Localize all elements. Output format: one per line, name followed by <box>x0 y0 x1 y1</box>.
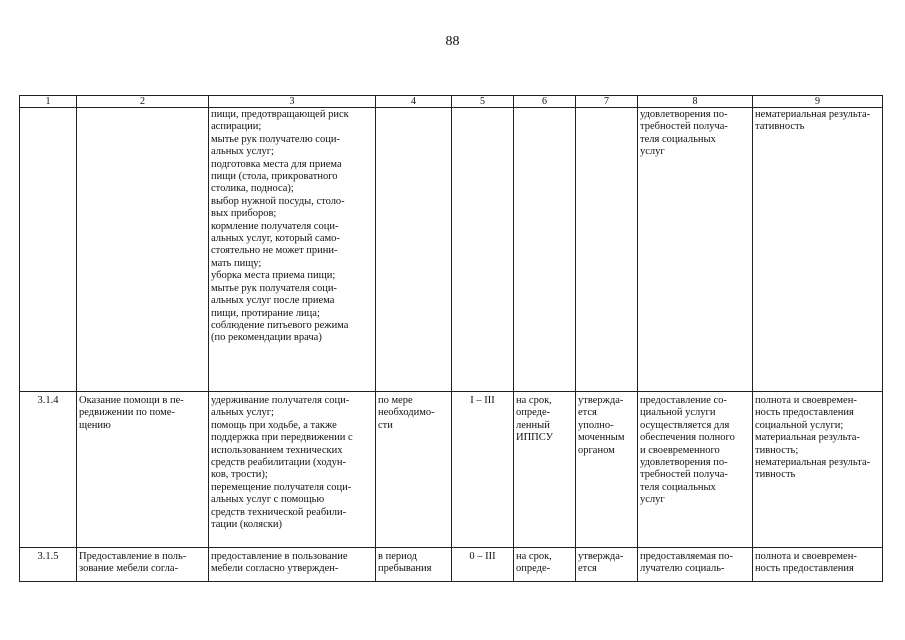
periodicity-cell: по мере необходимо- сти <box>376 392 452 548</box>
column-header: 8 <box>638 96 753 108</box>
column-header: 7 <box>576 96 638 108</box>
quality-indicators-cell: полнота и своевремен- ность предоставления <box>753 548 883 582</box>
service-content-cell: предоставление в пользование мебели согласно утвержден- <box>209 548 376 582</box>
term-cell: на срок, опреде- ленный ИППСУ <box>514 392 576 548</box>
column-header: 2 <box>77 96 209 108</box>
service-content-cell: удерживание получателя соци- альных услуг; помощь при ходьбе, а также поддержка при передвижении с использованием технических средств реабилитации (ходун- ков, трости); перемещение получателя соци- альных услуг с помощью средств технической реабили- тации (коляски) <box>209 392 376 548</box>
item-number-cell <box>20 108 77 392</box>
column-header: 9 <box>753 96 883 108</box>
column-header: 5 <box>452 96 514 108</box>
term-cell: на срок, опреде- <box>514 548 576 582</box>
table-row <box>20 548 883 582</box>
form-cell: I – III <box>452 392 514 548</box>
column-header: 3 <box>209 96 376 108</box>
page-number: 88 <box>445 34 460 49</box>
item-number-cell: 3.1.5 <box>20 548 77 582</box>
periodicity-cell: в период пребывания <box>376 548 452 582</box>
quality-indicators-cell: нематериальная результа- тативность <box>753 108 883 392</box>
service-name-cell: Оказание помощи в пе- редвижении по поме- щению <box>77 392 209 548</box>
column-header: 1 <box>20 96 77 108</box>
quality-indicators-cell: полнота и своевремен- ность предоставления социальной услуги; материальная результа- тивность; нематериальная результа- тивность <box>753 392 883 548</box>
item-number-cell: 3.1.4 <box>20 392 77 548</box>
service-content-cell: пищи, предотвращающей риск аспирации; мытье рук получателю соци- альных услуг; подготовка места для приема пищи (стола, прикроватного столика, подноса); выбор нужной посуды, столо- вых приборов; кормление получателя соци- альных услуг, который само- стоятельно не может прини- мать пищу; уборка места приема пищи; мытье рук получателя соци- альных услуг после приема пищи, протирание лица; соблюдение питьевого режима (по рекомендации врача) <box>209 108 376 392</box>
table-row <box>20 108 883 392</box>
conditions-cell: предоставление со- циальной услуги осуществляется для обеспечения полного и своевременного удовлетворения по- требностей получа- теля социальных услуг <box>638 392 753 548</box>
service-name-cell: Предоставление в поль- зование мебели согла- <box>77 548 209 582</box>
form-cell: 0 – III <box>452 548 514 582</box>
tariff-cell: утвержда- ется уполно- моченным органом <box>576 392 638 548</box>
service-name-cell <box>77 108 209 392</box>
tariff-cell <box>576 108 638 392</box>
tariff-cell: утвержда- ется <box>576 548 638 582</box>
form-cell <box>452 108 514 392</box>
conditions-cell: предоставляемая по- лучателю социаль- <box>638 548 753 582</box>
column-header: 4 <box>376 96 452 108</box>
column-number-row <box>20 96 883 108</box>
conditions-cell: удовлетворения по- требностей получа- теля социальных услуг <box>638 108 753 392</box>
periodicity-cell <box>376 108 452 392</box>
term-cell <box>514 108 576 392</box>
table-row <box>20 392 883 548</box>
column-header: 6 <box>514 96 576 108</box>
services-table <box>19 95 883 582</box>
